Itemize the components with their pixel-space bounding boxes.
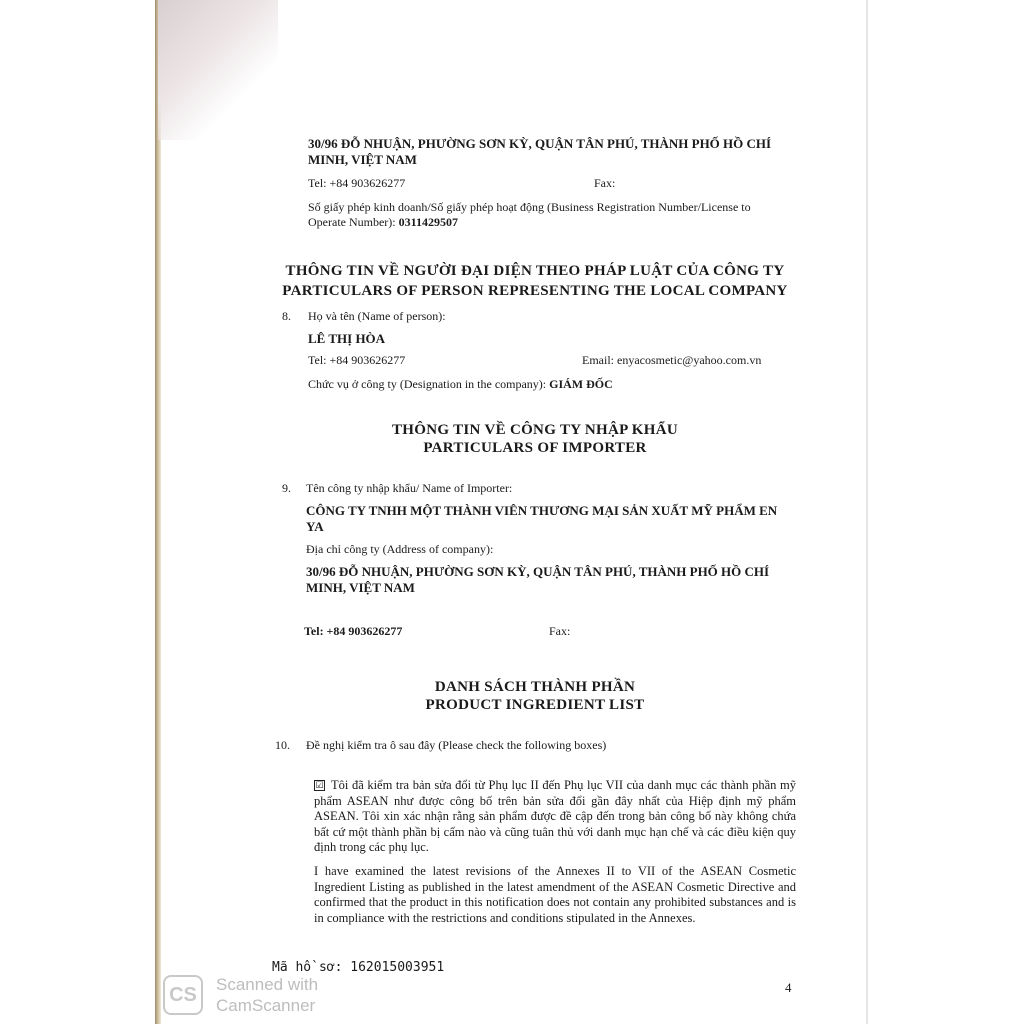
- checked-checkbox-icon: ☑: [315, 780, 324, 790]
- page-right-edge: [866, 0, 868, 1024]
- camscanner-watermark: [216, 974, 318, 1016]
- ingredient-heading-vi: DANH SÁCH THÀNH PHẦN: [434, 679, 636, 695]
- ingredient-heading-en: PRODUCT INGREDIENT LIST: [425, 697, 645, 713]
- license-line1: Số giấy phép kinh doanh/Số giấy phép hoạt động (Business Registration Number/License to: [308, 200, 751, 214]
- company-address-line1: 30/96 ĐỖ NHUẬN, PHƯỜNG SƠN KỲ, QUẬN TÂN PHÚ, THÀNH PHỐ HỒ CHÍ: [308, 136, 772, 151]
- rep-designation: [308, 377, 613, 392]
- importer-address-line2: MINH, VIỆT NAM: [306, 580, 415, 595]
- rep-heading-en: PARTICULARS OF PERSON REPRESENTING THE LOCAL COMPANY: [282, 283, 788, 299]
- scan-background: [0, 0, 158, 1024]
- rep-heading-vi: THÔNG TIN VỀ NGƯỜI ĐẠI DIỆN THEO PHÁP LUẬT CỦA CÔNG TY: [285, 263, 785, 279]
- watermark-line2: CamScanner: [216, 996, 316, 1015]
- rep-email: Email: enyacosmetic@yahoo.com.vn: [582, 353, 762, 367]
- importer-address-label: Địa chỉ công ty (Address of company):: [306, 542, 494, 556]
- ingredient-item-number: 10.: [275, 738, 290, 752]
- importer-heading-en: PARTICULARS OF IMPORTER: [423, 440, 647, 456]
- importer-name-label: Tên công ty nhập khẩu/ Name of Importer:: [306, 481, 513, 495]
- rep-name-label: Họ và tên (Name of person):: [308, 309, 446, 323]
- watermark-line1: Scanned with: [216, 975, 319, 994]
- rep-item-number: 8.: [282, 309, 291, 323]
- rep-tel: Tel: +84 903626277: [308, 353, 406, 367]
- importer-name-line2: YA: [306, 519, 324, 534]
- rep-designation-label: Chức vụ ở công ty (Designation in the company):: [308, 377, 547, 391]
- importer-fax: Fax:: [549, 624, 571, 638]
- importer-name-line1: CÔNG TY TNHH MỘT THÀNH VIÊN THƯƠNG MẠI SẢN XUẤT MỸ PHẨM EN: [306, 503, 778, 518]
- importer-heading-vi: THÔNG TIN VỀ CÔNG TY NHẬP KHẨU: [392, 422, 678, 438]
- declaration-en: I have examined the latest revisions of the Annexes II to VII of the ASEAN Cosmetic Ingredient Listing as published in the latest amendment of the ASEAN Cosmetic Directive and confirmed that the product in this notification does not contain any prohibited substances and is in compliance with the restrictions and conditions stipulated in the Annexes.: [314, 864, 796, 925]
- license-line2: [308, 215, 458, 230]
- page-edge: [155, 0, 161, 1024]
- license-label: Operate Number):: [308, 215, 396, 229]
- importer-tel: Tel: +84 903626277: [304, 624, 403, 638]
- company-tel: Tel: +84 903626277: [308, 176, 406, 190]
- declaration-vi: [314, 778, 796, 856]
- rep-designation-value: GIÁM ĐỐC: [549, 377, 613, 391]
- company-address-line2: MINH, VIỆT NAM: [308, 152, 417, 167]
- importer-item-number: 9.: [282, 481, 291, 495]
- rep-name-value: LÊ THỊ HÒA: [308, 331, 386, 346]
- importer-address-line1: 30/96 ĐỖ NHUẬN, PHƯỜNG SƠN KỲ, QUẬN TÂN PHÚ, THÀNH PHỐ HỒ CHÍ: [306, 564, 770, 579]
- camscanner-logo-icon: CS: [163, 975, 203, 1015]
- license-number: 0311429507: [398, 215, 458, 229]
- ingredient-instruction: Đề nghị kiểm tra ô sau đây (Please check the following boxes): [306, 738, 607, 752]
- page-fold-shadow: [158, 0, 278, 140]
- file-code: Mã hồ sơ: 162015003951: [272, 960, 445, 975]
- page-number: 4: [785, 980, 792, 995]
- company-fax: Fax:: [594, 176, 616, 190]
- declaration-vi-text: Tôi đã kiểm tra bản sửa đổi từ Phụ lục II đến Phụ lục VII của danh mục các thành phần mỹ phẩm ASEAN như được công bố trên bản sửa đổi gần đây nhất của Hiệp định mỹ phẩm ASEAN. Tôi xin xác nhận rằng sản phẩm được đề cập đến trong bản công bố này không chứa bất cứ một thành phần bị cấm nào và cũng tuân thủ với danh mục hạn chế và các điều kiện quy định trong các phụ lục.: [314, 778, 796, 854]
